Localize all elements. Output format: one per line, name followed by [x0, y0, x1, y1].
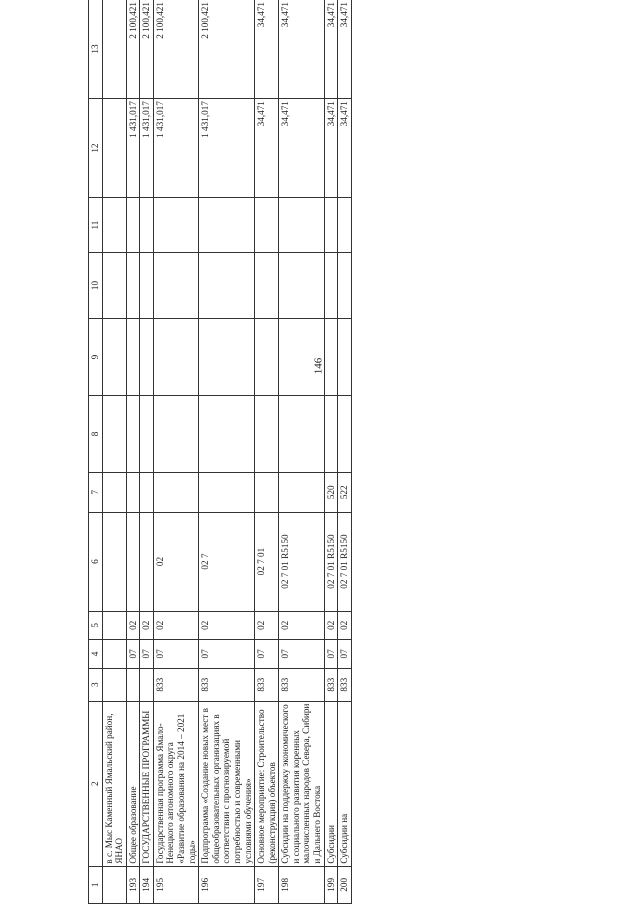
- cell-c10: [324, 253, 338, 319]
- budget-table: [88, 0, 352, 904]
- cell-num: 200: [338, 866, 352, 903]
- cell-c8: [324, 396, 338, 473]
- cell-c6: [102, 512, 126, 611]
- cell-c7: [279, 472, 324, 512]
- cell-num: 197: [255, 866, 279, 903]
- cell-c7: 520: [324, 472, 338, 512]
- cell-num: 196: [199, 866, 255, 903]
- cell-c9: [199, 319, 255, 396]
- cell-c9: [324, 319, 338, 396]
- cell-c5: 02: [324, 611, 338, 640]
- cell-c12: 1 431,017: [153, 99, 198, 198]
- table-row: [102, 0, 126, 904]
- cell-c9: [153, 319, 198, 396]
- cell-c11: [279, 198, 324, 253]
- cell-c3: 833: [255, 668, 279, 701]
- cell-c7: 522: [338, 472, 352, 512]
- cell-c13: 34,471: [338, 0, 352, 99]
- cell-name: Общее образование: [126, 701, 140, 866]
- cell-num: 199: [324, 866, 338, 903]
- cell-name: Субсидии на: [338, 701, 352, 866]
- cell-c9: [126, 319, 140, 396]
- cell-c5: [102, 611, 126, 640]
- cell-c6: 02 7 01: [255, 512, 279, 611]
- cell-c6: [140, 512, 154, 611]
- cell-num: 195: [153, 866, 198, 903]
- cell-c13: 2 100,421: [126, 0, 140, 99]
- table-row: [255, 0, 279, 904]
- cell-num: 198: [279, 866, 324, 903]
- cell-c12: 34,471: [338, 99, 352, 198]
- cell-num: 193: [126, 866, 140, 903]
- column-header-1: 1: [89, 866, 103, 903]
- cell-c4: 07: [126, 640, 140, 669]
- column-header-6: 6: [89, 512, 103, 611]
- cell-name: Субсидии на поддержку экономического и социального развития коренных малочисленных народов Севера, Сибири и Дальнего Востока: [279, 701, 324, 866]
- table-row: [279, 0, 324, 904]
- cell-c7: [140, 472, 154, 512]
- cell-c12: [102, 99, 126, 198]
- cell-c11: [153, 198, 198, 253]
- cell-c7: [255, 472, 279, 512]
- cell-num: 194: [140, 866, 154, 903]
- cell-name: ГОСУДАРСТВЕННЫЕ ПРОГРАММЫ: [140, 701, 154, 866]
- cell-c11: [338, 198, 352, 253]
- cell-c4: 07: [153, 640, 198, 669]
- cell-c4: 07: [338, 640, 352, 669]
- table-row: [153, 0, 198, 904]
- cell-c8: [153, 396, 198, 473]
- cell-c9: [279, 319, 324, 396]
- cell-name: Субсидии: [324, 701, 338, 866]
- cell-c10: [102, 253, 126, 319]
- cell-c11: [102, 198, 126, 253]
- cell-c9: [255, 319, 279, 396]
- cell-c10: [255, 253, 279, 319]
- cell-c13: 34,471: [324, 0, 338, 99]
- cell-c13: 2 100,421: [140, 0, 154, 99]
- cell-c13: 34,471: [279, 0, 324, 99]
- column-header-2: 2: [89, 701, 103, 866]
- cell-c10: [126, 253, 140, 319]
- cell-c10: [279, 253, 324, 319]
- cell-c12: 1 431,017: [126, 99, 140, 198]
- cell-c8: [338, 396, 352, 473]
- column-header-4: 4: [89, 640, 103, 669]
- table-row: [338, 0, 352, 904]
- cell-c6: [126, 512, 140, 611]
- cell-c8: [102, 396, 126, 473]
- cell-c5: 02: [338, 611, 352, 640]
- page-number: 146: [312, 357, 325, 375]
- cell-c11: [199, 198, 255, 253]
- cell-c13: [102, 0, 126, 99]
- cell-c3: 833: [338, 668, 352, 701]
- cell-c5: 02: [153, 611, 198, 640]
- cell-c3: 833: [279, 668, 324, 701]
- cell-c10: [338, 253, 352, 319]
- cell-c7: [126, 472, 140, 512]
- cell-c12: 1 431,017: [140, 99, 154, 198]
- cell-c13: 34,471: [255, 0, 279, 99]
- table-row: [324, 0, 338, 904]
- cell-c4: 07: [199, 640, 255, 669]
- cell-c9: [140, 319, 154, 396]
- column-header-5: 5: [89, 611, 103, 640]
- cell-c7: [153, 472, 198, 512]
- table-row: [126, 0, 140, 904]
- cell-c4: 07: [324, 640, 338, 669]
- table-row: [140, 0, 154, 904]
- table-row: [199, 0, 255, 904]
- cell-c10: [153, 253, 198, 319]
- cell-c6: 02 7: [199, 512, 255, 611]
- cell-c8: [279, 396, 324, 473]
- cell-c13: 2 100,421: [199, 0, 255, 99]
- cell-c10: [140, 253, 154, 319]
- cell-name: в с. Мыс Каменный Ямальский район, ЯНАО: [102, 701, 126, 866]
- cell-c3: [126, 668, 140, 701]
- cell-c8: [199, 396, 255, 473]
- cell-c6: 02 7 01 R5150: [324, 512, 338, 611]
- cell-num: [102, 866, 126, 903]
- cell-c5: 02: [199, 611, 255, 640]
- cell-c6: 02 7 01 R5150: [279, 512, 324, 611]
- cell-c12: 1 431,017: [199, 99, 255, 198]
- cell-c12: 34,471: [255, 99, 279, 198]
- cell-c12: 34,471: [324, 99, 338, 198]
- cell-c5: 02: [140, 611, 154, 640]
- cell-c11: [324, 198, 338, 253]
- cell-c5: 02: [255, 611, 279, 640]
- header-row: [89, 0, 103, 904]
- cell-c4: 07: [255, 640, 279, 669]
- cell-c9: [102, 319, 126, 396]
- cell-c12: 34,471: [279, 99, 324, 198]
- cell-c10: [199, 253, 255, 319]
- cell-name: Основное мероприятие: Строительство (реконструкция) объектов: [255, 701, 279, 866]
- column-header-12: 12: [89, 99, 103, 198]
- column-header-7: 7: [89, 472, 103, 512]
- cell-c11: [126, 198, 140, 253]
- budget-table-sheet: [88, 0, 591, 904]
- cell-name: Государственная программа Ямало-Ненецкого автономного округа «Развитие образования на 2014 – 2021 годы»: [153, 701, 198, 866]
- cell-c11: [255, 198, 279, 253]
- cell-name: Подпрограмма «Создание новых мест в общеобразовательных организациях в соответствии с прогнозируемой потребностью и современными условиями обучения»: [199, 701, 255, 866]
- column-header-9: 9: [89, 319, 103, 396]
- cell-c3: 833: [153, 668, 198, 701]
- column-header-13: 13: [89, 0, 103, 99]
- cell-c3: 833: [324, 668, 338, 701]
- cell-c9: [338, 319, 352, 396]
- cell-c4: [102, 640, 126, 669]
- cell-c3: [140, 668, 154, 701]
- cell-c8: [140, 396, 154, 473]
- cell-c5: 02: [126, 611, 140, 640]
- cell-c6: 02 7 01 R5150: [338, 512, 352, 611]
- cell-c8: [255, 396, 279, 473]
- column-header-3: 3: [89, 668, 103, 701]
- column-header-8: 8: [89, 396, 103, 473]
- cell-c13: 2 100,421: [153, 0, 198, 99]
- cell-c3: [102, 668, 126, 701]
- cell-c6: 02: [153, 512, 198, 611]
- cell-c4: 07: [140, 640, 154, 669]
- cell-c8: [126, 396, 140, 473]
- cell-c7: [102, 472, 126, 512]
- column-header-11: 11: [89, 198, 103, 253]
- cell-c7: [199, 472, 255, 512]
- cell-c5: 02: [279, 611, 324, 640]
- cell-c3: 833: [199, 668, 255, 701]
- cell-c11: [140, 198, 154, 253]
- column-header-10: 10: [89, 253, 103, 319]
- cell-c4: 07: [279, 640, 324, 669]
